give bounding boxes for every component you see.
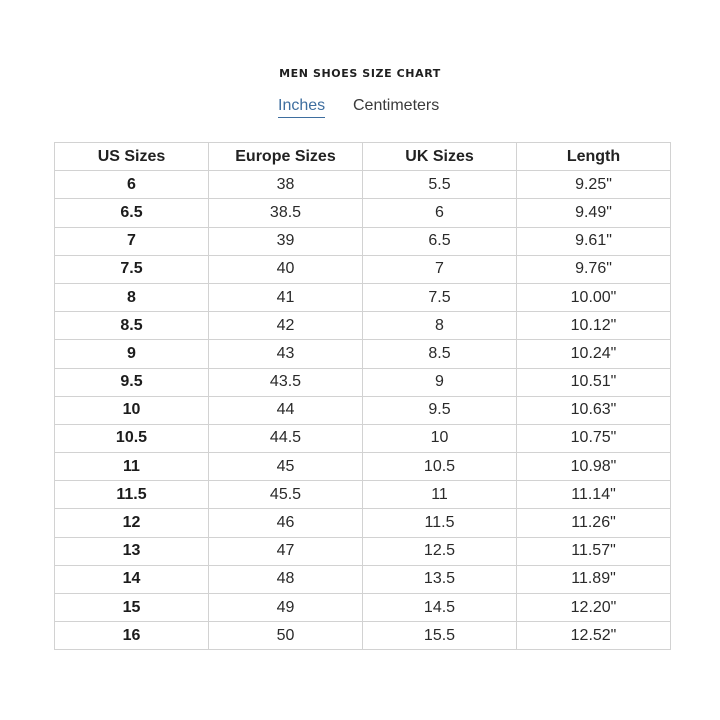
- length-cell: 11.57": [517, 537, 671, 565]
- length-cell: 10.98": [517, 453, 671, 481]
- length-cell: 10.12": [517, 312, 671, 340]
- table-row: [55, 565, 671, 593]
- europe-size-cell: 49: [209, 594, 363, 622]
- europe-size-cell: 38: [209, 171, 363, 199]
- uk-size-cell: 5.5: [363, 171, 517, 199]
- europe-size-cell: 44: [209, 396, 363, 424]
- us-size-cell: 8: [55, 283, 209, 311]
- us-size-cell: 11: [55, 453, 209, 481]
- table-row: [55, 255, 671, 283]
- table-row: [55, 594, 671, 622]
- us-size-cell: 16: [55, 622, 209, 650]
- length-cell: 10.63": [517, 396, 671, 424]
- europe-size-cell: 50: [209, 622, 363, 650]
- unit-tabs: [0, 96, 720, 120]
- uk-size-cell: 10: [363, 424, 517, 452]
- chart-title: MEN SHOES SIZE CHART: [279, 67, 441, 80]
- europe-size-cell: 41: [209, 283, 363, 311]
- uk-size-cell: 6.5: [363, 227, 517, 255]
- table-row: [55, 340, 671, 368]
- europe-size-cell: 42: [209, 312, 363, 340]
- uk-size-cell: 8.5: [363, 340, 517, 368]
- length-cell: 10.24": [517, 340, 671, 368]
- us-size-cell: 9: [55, 340, 209, 368]
- us-size-cell: 7: [55, 227, 209, 255]
- table-header-row: [55, 143, 671, 171]
- length-cell: 11.14": [517, 481, 671, 509]
- length-cell: 12.52": [517, 622, 671, 650]
- length-cell: 9.25": [517, 171, 671, 199]
- us-size-cell: 10: [55, 396, 209, 424]
- europe-size-cell: 38.5: [209, 199, 363, 227]
- table-row: [55, 424, 671, 452]
- uk-size-cell: 10.5: [363, 453, 517, 481]
- table-row: [55, 453, 671, 481]
- length-cell: 12.20": [517, 594, 671, 622]
- table-row: [55, 199, 671, 227]
- table-row: [55, 227, 671, 255]
- uk-size-cell: 12.5: [363, 537, 517, 565]
- header-length: Length: [517, 143, 671, 171]
- us-size-cell: 7.5: [55, 255, 209, 283]
- length-cell: 11.89": [517, 565, 671, 593]
- header-uk-sizes: UK Sizes: [363, 143, 517, 171]
- uk-size-cell: 15.5: [363, 622, 517, 650]
- europe-size-cell: 43: [209, 340, 363, 368]
- table-row: [55, 171, 671, 199]
- uk-size-cell: 9.5: [363, 396, 517, 424]
- uk-size-cell: 8: [363, 312, 517, 340]
- us-size-cell: 15: [55, 594, 209, 622]
- europe-size-cell: 46: [209, 509, 363, 537]
- table-row: [55, 537, 671, 565]
- europe-size-cell: 40: [209, 255, 363, 283]
- us-size-cell: 9.5: [55, 368, 209, 396]
- length-cell: 9.76": [517, 255, 671, 283]
- table-body: [55, 171, 671, 650]
- uk-size-cell: 9: [363, 368, 517, 396]
- tab-inches[interactable]: Inches: [278, 96, 325, 118]
- header-europe-sizes: Europe Sizes: [209, 143, 363, 171]
- length-cell: 10.00": [517, 283, 671, 311]
- europe-size-cell: 44.5: [209, 424, 363, 452]
- uk-size-cell: 13.5: [363, 565, 517, 593]
- header-us-sizes: US Sizes: [55, 143, 209, 171]
- table-row: [55, 283, 671, 311]
- us-size-cell: 8.5: [55, 312, 209, 340]
- europe-size-cell: 43.5: [209, 368, 363, 396]
- europe-size-cell: 48: [209, 565, 363, 593]
- table-row: [55, 481, 671, 509]
- table-row: [55, 368, 671, 396]
- us-size-cell: 13: [55, 537, 209, 565]
- length-cell: 10.75": [517, 424, 671, 452]
- length-cell: 9.49": [517, 199, 671, 227]
- uk-size-cell: 11.5: [363, 509, 517, 537]
- uk-size-cell: 7: [363, 255, 517, 283]
- us-size-cell: 6: [55, 171, 209, 199]
- europe-size-cell: 47: [209, 537, 363, 565]
- uk-size-cell: 11: [363, 481, 517, 509]
- us-size-cell: 6.5: [55, 199, 209, 227]
- us-size-cell: 10.5: [55, 424, 209, 452]
- length-cell: 9.61": [517, 227, 671, 255]
- length-cell: 10.51": [517, 368, 671, 396]
- us-size-cell: 11.5: [55, 481, 209, 509]
- length-cell: 11.26": [517, 509, 671, 537]
- europe-size-cell: 45: [209, 453, 363, 481]
- europe-size-cell: 39: [209, 227, 363, 255]
- table-row: [55, 312, 671, 340]
- table-row: [55, 396, 671, 424]
- uk-size-cell: 7.5: [363, 283, 517, 311]
- us-size-cell: 14: [55, 565, 209, 593]
- us-size-cell: 12: [55, 509, 209, 537]
- table-row: [55, 509, 671, 537]
- europe-size-cell: 45.5: [209, 481, 363, 509]
- uk-size-cell: 6: [363, 199, 517, 227]
- tab-centimeters[interactable]: Centimeters: [353, 97, 440, 114]
- size-table: [54, 142, 671, 650]
- table-row: [55, 622, 671, 650]
- uk-size-cell: 14.5: [363, 594, 517, 622]
